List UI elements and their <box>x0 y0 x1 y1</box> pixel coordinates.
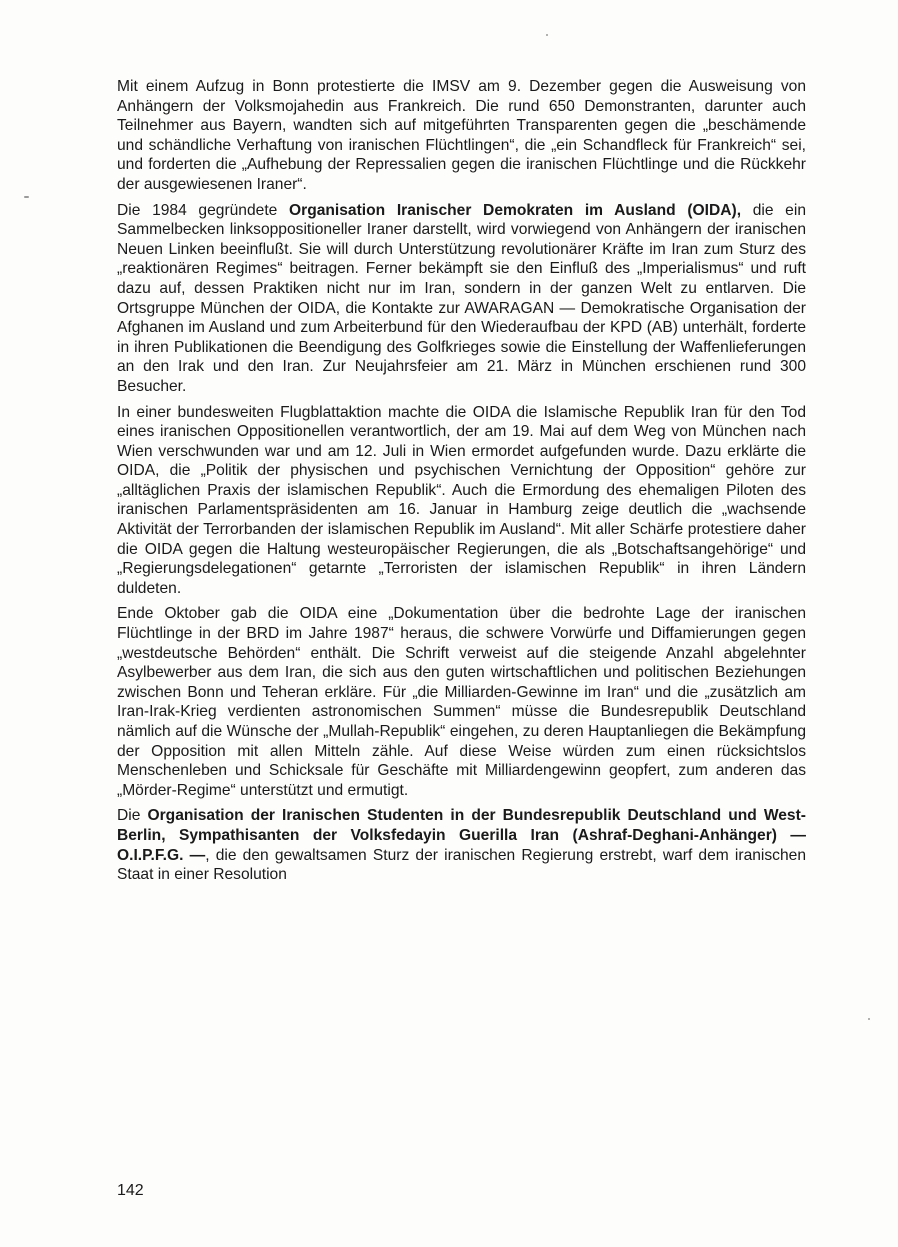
paragraph-5 <box>117 806 806 884</box>
paragraph-3 <box>117 403 806 599</box>
scan-speck <box>24 196 29 198</box>
scan-speck <box>546 34 548 36</box>
paragraph-3-text: In einer bundesweiten Flugblattaktion machte die OIDA die Islamische Republik Iran für den Tod eines iranischen Oppositionellen verantwortlich, der am 19. Mai auf dem Weg von München nach Wien verschwunden war und am 12. Juli in Wien ermordet aufgefunden wurde. Dazu erklärte die OIDA, die „Politik der physischen und psychischen Vernichtung der Opposition“ gehöre zur „alltäglichen Praxis der islamischen Republik“. Auch die Ermordung des ehemaligen Piloten des iranischen Parlamentspräsidenten am 16. Januar in Hamburg zeige deutlich die „wachsende Aktivität der Terrorbanden der islamischen Republik im Ausland“. Mit aller Schärfe protestiere daher die OIDA gegen die Haltung westeuropäischer Regierungen, die als „Botschaftsangehörige“ und „Regierungsdelegationen“ getarnte „Terroristen der islamischen Republik“ in ihren Ländern duldeten. <box>117 403 806 597</box>
scan-speck <box>868 1018 870 1020</box>
paragraph-4 <box>117 604 806 800</box>
organization-name-oida: Organisation Iranischer Demokraten im Ausland (OIDA), <box>289 201 742 219</box>
paragraph-2-text-a: Die 1984 gegründete <box>117 201 289 219</box>
paragraph-1-text: Mit einem Aufzug in Bonn protestierte die IMSV am 9. Dezember gegen die Ausweisung von Anhängern der Volksmojahedin aus Frankreich. Die rund 650 Demonstranten, darunter auch Teilnehmer aus Bayern, wandten sich auf mitgeführten Transparenten gegen die „beschämende und schändliche Verhaftung von iranischen Flüchtlingen“, die „ein Schandfleck für Frankreich“ sei, und forderten die „Aufhebung der Repressalien gegen die iranischen Flüchtlinge und die Rückkehr der ausgewiesenen Iraner“. <box>117 78 806 193</box>
paragraph-5-text-a: Die <box>117 807 148 825</box>
organization-name-oipfg: Organisation der Iranischen Studenten in der Bundesrepublik Deutschland und West-Berlin, Sympathisanten der Volksfedayin Guerilla Iran (Ashraf-Deghani-Anhänger) — O.I.P.F.G. — <box>117 807 806 864</box>
paragraph-4-text: Ende Oktober gab die OIDA eine „Dokumentation über die bedrohte Lage der iranischen Flüchtlinge in der BRD im Jahre 1987“ heraus, die schwere Vorwürfe und Diffamierungen gegen „westdeutsche Behörden“ enthält. Die Schrift verweist auf die steigende Anzahl abgelehnter Asylbewerber aus dem Iran, die sich aus den guten wirtschaftlichen und politischen Beziehungen zwischen Bonn und Teheran erkläre. Für „die Milliarden-Gewinne im Iran“ und die „zusätzlich am Iran-Irak-Krieg verdienten astronomischen Summen“ müsse die Bundesrepublik Deutschland nämlich auf die Wünsche der „Mullah-Republik“ eingehen, zu deren Hauptanliegen die Bekämpfung der Opposition mit allen Mitteln zähle. Auf diese Weise würden zum einen rücksichtslos Menschenleben und Schicksale für Geschäfte mit Milliardengewinn geopfert, zum anderen das „Mörder-Regime“ unterstützt und ermutigt. <box>117 605 806 799</box>
paragraph-2-text-b: die ein Sammelbecken linksoppositioneller Iraner darstellt, wird vorwiegend von Anhängern der iranischen Neuen Linken beeinflußt. Sie will durch Unterstützung revolutionärer Kräfte im Iran zum Sturz des „reaktionären Regimes“ beitragen. Ferner bekämpft sie den Einfluß des „Imperialismus“ und ruft dazu auf, dessen Praktiken nicht nur im Iran, sondern in der ganzen Welt zu entlarven. Die Ortsgruppe München der OIDA, die Kontakte zur AWARAGAN — Demokratische Organisation der Afghanen im Ausland und zum Arbeiterbund für den Wiederaufbau der KPD (AB) unterhält, forderte in ihren Publikationen die Beendigung des Golfkrieges sowie die Einstellung der Waffenlieferungen an den Irak und den Iran. Zur Neujahrsfeier am 21. März in München erschienen rund 300 Besucher. <box>117 201 806 395</box>
paragraph-5-text-b: , die den gewaltsamen Sturz der iranischen Regierung erstrebt, warf dem iranischen Staat in einer Resolution <box>117 846 806 884</box>
paragraph-1 <box>117 77 806 195</box>
paragraph-2 <box>117 201 806 397</box>
body-text <box>117 77 806 891</box>
page-number: 142 <box>117 1182 144 1199</box>
